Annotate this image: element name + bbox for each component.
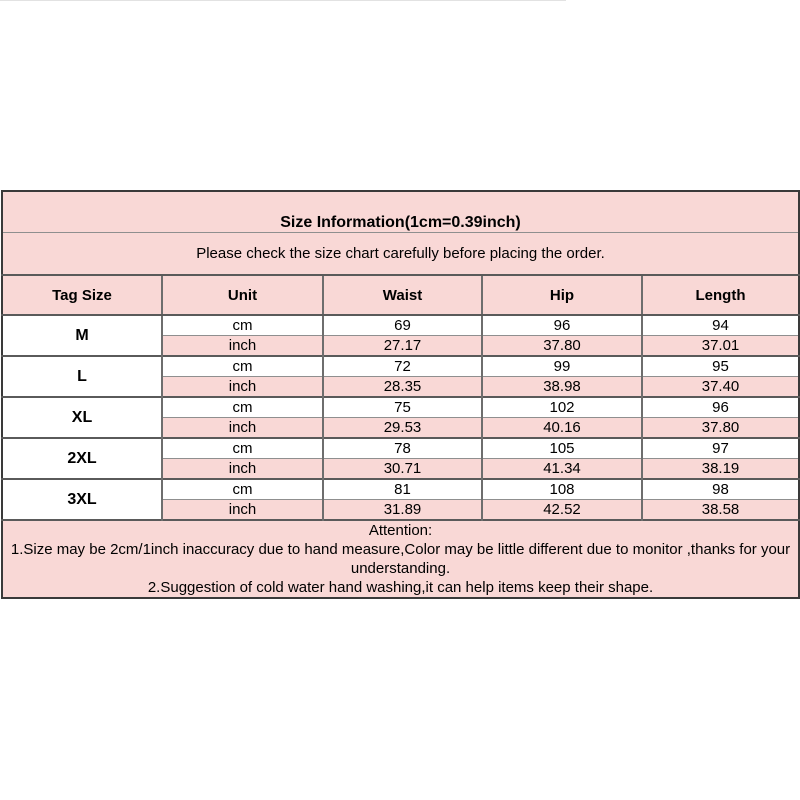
length-value: 37.40 — [642, 377, 799, 398]
hip-value: 108 — [482, 479, 642, 500]
hip-value: 38.98 — [482, 377, 642, 398]
col-header-unit: Unit — [162, 275, 323, 315]
length-value: 96 — [642, 397, 799, 418]
unit-label: cm — [162, 356, 323, 377]
size-chart-table — [1, 190, 800, 599]
unit-label: cm — [162, 479, 323, 500]
table-row — [2, 315, 799, 336]
subtitle-row — [2, 233, 799, 276]
size-tag: M — [2, 315, 162, 356]
unit-label: inch — [162, 500, 323, 521]
title-row — [2, 191, 799, 233]
chart-title: Size Information(1cm=0.39inch) — [2, 191, 799, 233]
waist-value: 30.71 — [323, 459, 482, 480]
waist-value: 69 — [323, 315, 482, 336]
length-value: 97 — [642, 438, 799, 459]
table-row — [2, 356, 799, 377]
length-value: 98 — [642, 479, 799, 500]
hip-value: 105 — [482, 438, 642, 459]
hip-value: 102 — [482, 397, 642, 418]
waist-value: 81 — [323, 479, 482, 500]
table-row — [2, 397, 799, 418]
chart-subtitle: Please check the size chart carefully before placing the order. — [2, 233, 799, 276]
hip-value: 99 — [482, 356, 642, 377]
attention-note-2: 2.Suggestion of cold water hand washing,it can help items keep their shape. — [147, 579, 654, 596]
unit-label: cm — [162, 397, 323, 418]
size-tag: L — [2, 356, 162, 397]
col-header-hip: Hip — [482, 275, 642, 315]
length-value: 94 — [642, 315, 799, 336]
waist-value: 29.53 — [323, 418, 482, 439]
waist-value: 72 — [323, 356, 482, 377]
waist-value: 28.35 — [323, 377, 482, 398]
size-tag: 3XL — [2, 479, 162, 520]
attention-row — [2, 520, 799, 598]
unit-label: cm — [162, 438, 323, 459]
col-header-length: Length — [642, 275, 799, 315]
waist-value: 75 — [323, 397, 482, 418]
waist-value: 78 — [323, 438, 482, 459]
size-tag: XL — [2, 397, 162, 438]
length-value: 38.58 — [642, 500, 799, 521]
unit-label: inch — [162, 377, 323, 398]
hip-value: 40.16 — [482, 418, 642, 439]
size-tag: 2XL — [2, 438, 162, 479]
image-top-edge-artifact — [0, 0, 566, 1]
unit-label: inch — [162, 418, 323, 439]
column-header-row — [2, 275, 799, 315]
hip-value: 41.34 — [482, 459, 642, 480]
attention-block — [2, 520, 799, 598]
table-row — [2, 438, 799, 459]
attention-note-1: 1.Size may be 2cm/1inch inaccuracy due to hand measure,Color may be little different due to monitor ,thanks for your understanding. — [10, 541, 791, 577]
table-row — [2, 479, 799, 500]
hip-value: 42.52 — [482, 500, 642, 521]
hip-value: 96 — [482, 315, 642, 336]
col-header-waist: Waist — [323, 275, 482, 315]
waist-value: 31.89 — [323, 500, 482, 521]
length-value: 37.80 — [642, 418, 799, 439]
unit-label: inch — [162, 336, 323, 357]
unit-label: cm — [162, 315, 323, 336]
attention-heading: Attention: — [368, 522, 433, 539]
waist-value: 27.17 — [323, 336, 482, 357]
length-value: 95 — [642, 356, 799, 377]
length-value: 38.19 — [642, 459, 799, 480]
unit-label: inch — [162, 459, 323, 480]
hip-value: 37.80 — [482, 336, 642, 357]
length-value: 37.01 — [642, 336, 799, 357]
col-header-tag-size: Tag Size — [2, 275, 162, 315]
